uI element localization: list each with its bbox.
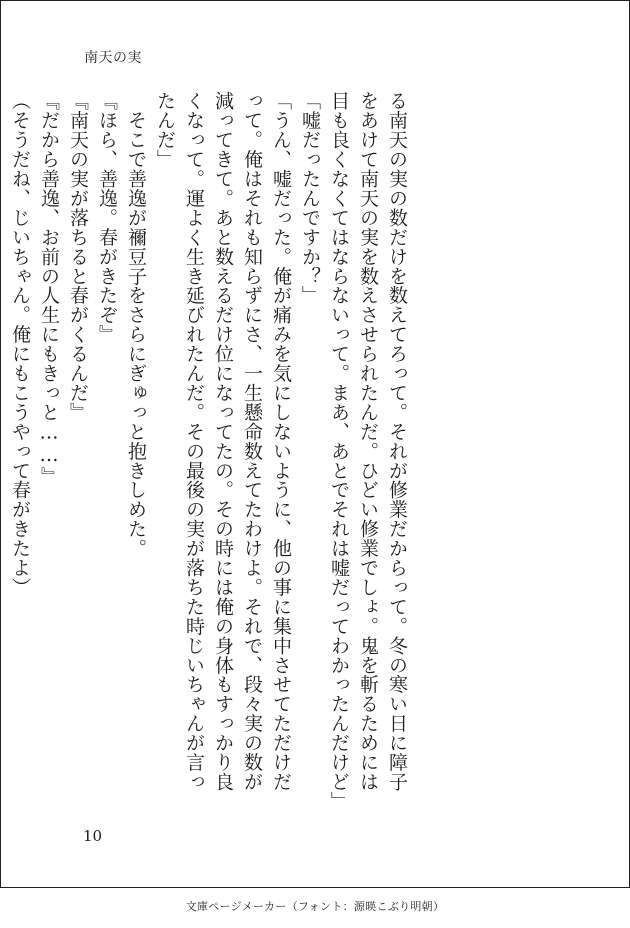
vertical-text-block <box>9 91 408 811</box>
text-line: 減ってきて。あと数えるだけ位になってたの。その時には俺の身体もすっかり良 <box>212 91 234 792</box>
text-line: くなって。運よく生き延びれたんだ。その最後の実が落ちた時じいちゃんが言っ <box>183 91 205 792</box>
text-line: をあけて南天の実を数えさせられたんだ。ひどい修業でしょ。鬼を斬るためには <box>357 91 379 792</box>
text-line: 『南天の実が落ちると春がくるんだ』 <box>67 91 89 422</box>
text-line: （そうだね、じいちゃん。俺にもこうやって春がきたよ） <box>9 91 31 597</box>
page-number: 10 <box>83 827 103 845</box>
text-line: 『だから善逸、お前の人生にもきっと……』 <box>38 91 60 486</box>
text-line: 『ほら、善逸。春がきたぞ』 <box>96 91 118 344</box>
footer-credit: 文庫ページメーカー（フォント：源暎こぶり明朝） <box>185 900 445 913</box>
text-line: 目も良くなくてはならないって。まあ、あとでそれは嘘だってわかったんだけど」 <box>328 91 350 811</box>
text-line: って。俺はそれも知らずにさ、一生懸命数えてたわけよ。それで、段々実の数が <box>241 91 263 792</box>
text-line: そこで善逸が禰豆子をさらにぎゅっと抱きしめた。 <box>125 91 147 558</box>
text-line: たんだ」 <box>154 91 176 169</box>
text-line: 「うん、嘘だった。俺が痛みを気にしないように、他の事に集中させてただけだ <box>270 91 292 792</box>
text-line: る南天の実の数だけを数えてろって。それが修業だからって。冬の寒い日に障子 <box>386 91 408 792</box>
text-line: 「嘘だったんですか？」 <box>299 91 321 305</box>
running-title: 南天の実 <box>84 50 142 66</box>
